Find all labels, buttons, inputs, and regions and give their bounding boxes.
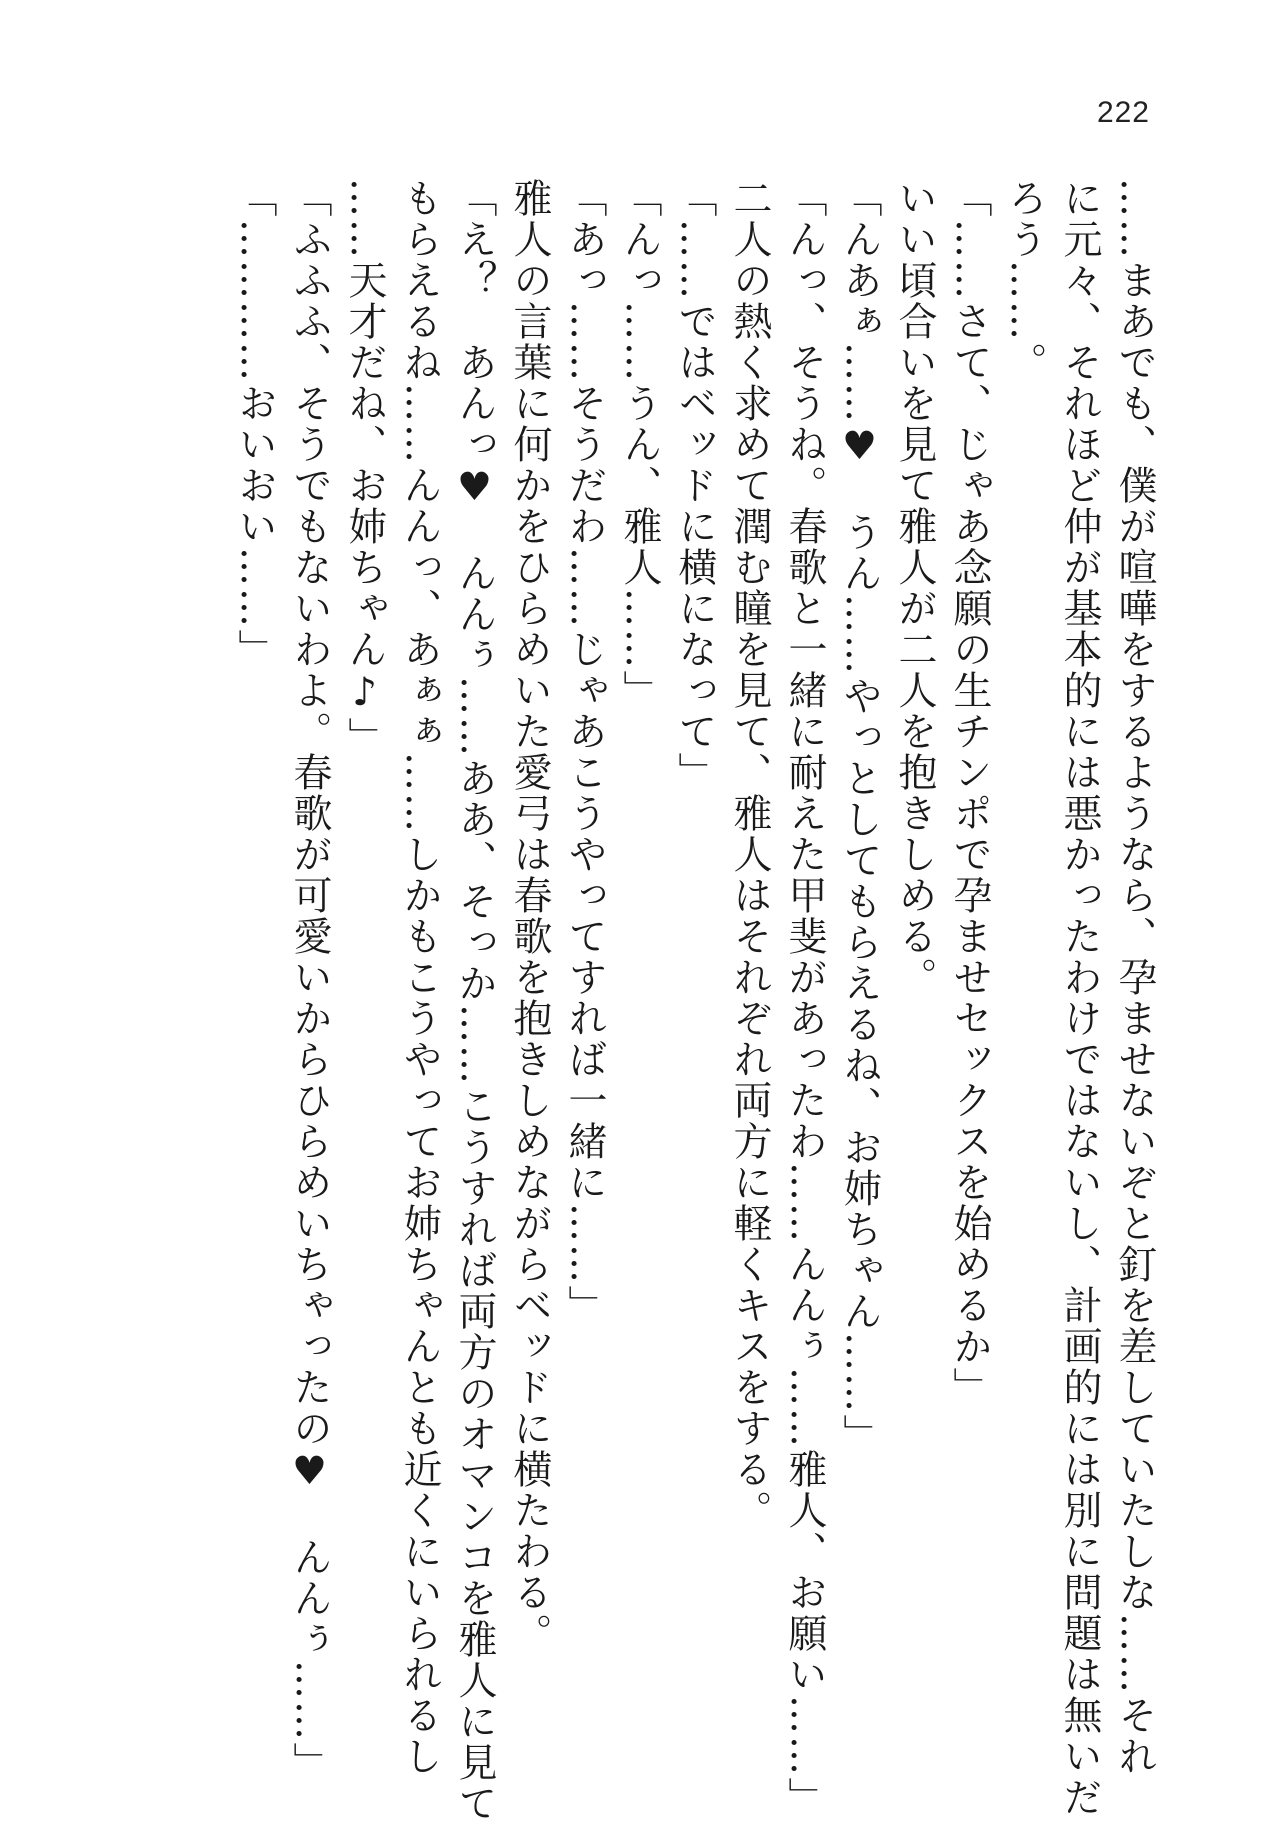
text-line: 雅人の言葉に何かをひらめいた愛弓は春歌を抱きしめながらベッドに横たわる。 (507, 178, 552, 1654)
text-line: ……天才だね、お姉ちゃん♪」 (342, 178, 387, 758)
text-line: もらえるね……んんっ、あぁぁ……しかもこうやってお姉ちゃんとも近くにいられるし (397, 178, 442, 1777)
text-line: 「……さて、じゃあ念願の生チンポで孕ませセックスを始めるか」 (947, 178, 992, 1408)
text-line: ろう……。 (1002, 178, 1047, 383)
text-line: 「ふふふ、そうでもないわよ。春歌が可愛いからひらめいちゃったの♥ んんぅ……」 (287, 178, 332, 1783)
text-line: 「んあぁ……♥ うん……やっとしてもらえるね、お姉ちゃん……」 (837, 178, 882, 1455)
text-line: ……まあでも、僕が喧嘩をするようなら、孕ませないぞと釘を差していたしな……それ (1112, 178, 1157, 1777)
text-line: 「…………おいおい……」 (232, 178, 277, 670)
text-line: 二人の熱く求めて潤む瞳を見て、雅人はそれぞれ両方に軽くキスをする。 (727, 178, 772, 1531)
text-line: 「んっ……うん、雅人……」 (617, 178, 662, 711)
text-line: に元々、それほど仲が基本的には悪かったわけではないし、計画的には別に問題は無いだ (1057, 178, 1102, 1818)
text-line: 「んっ、そうね。春歌と一緒に耐えた甲斐があったわ……んんぅ……雅人、お願い……」 (782, 178, 827, 1818)
page-number: 222 (1096, 96, 1150, 129)
text-line: いい頃合いを見て雅人が二人を抱きしめる。 (892, 178, 937, 998)
vertical-text-body (227, 178, 1162, 1824)
text-line: 「……ではベッドに横になって」 (672, 178, 717, 793)
text-line: 「あっ……そうだわ……じゃあこうやってすれば一緒に……」 (562, 178, 607, 1326)
text-line: 「え？ あんっ♥ んんぅ……ああ、そっか……こうすれば両方のオマンコを雅人に見て (452, 178, 497, 1824)
